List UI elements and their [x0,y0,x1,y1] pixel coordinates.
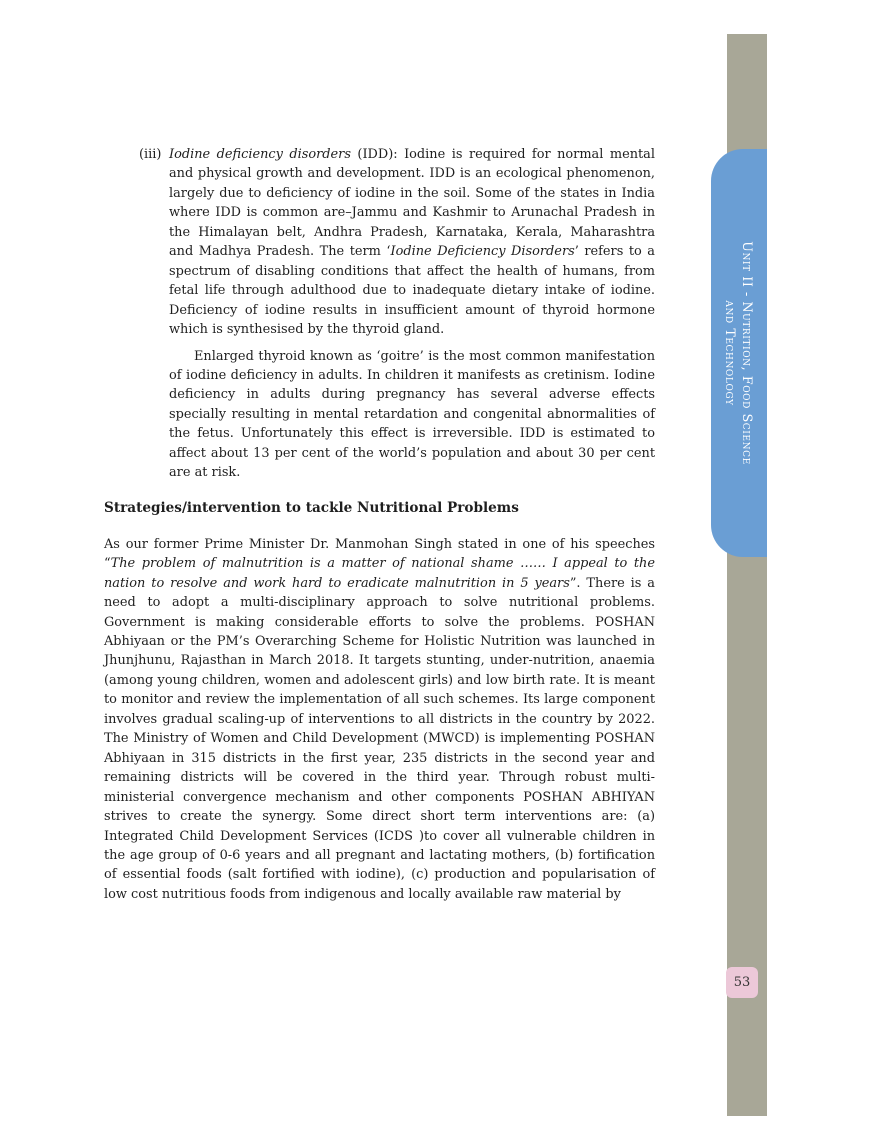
section-heading: Strategies/intervention to tackle Nutritional Problems [104,499,519,516]
strategies-text-rest: ”. There is a need to adopt a multi-disciplinary approach to solve nutritional problems. Government is making considerable efforts to solve the problems. POSHAN Abhiyaan or the PM’s Overarching Scheme for Holistic Nutrition was launched in Jhunjhunu, Rajasthan in March 2018. It targets stunting, under-nutrition, anaemia (among young children, women and adolescent girls) and low birth rate. It is meant to monitor and review the implementation of all such schemes. Its large component involves gradual scaling-up of interventions to all districts in the country by 2022. The Ministry of Women and Child Development (MWCD) is implementing POSHAN Abhiyaan in 315 districts in the first year, 235 districts in the second year and remaining districts will be covered in the third year. Through robust multi-ministerial convergence mechanism and other components POSHAN ABHIYAN strives to create the synergy. Some direct short term interventions are: (a) Integrated Child Development Services (ICDS )to cover all vulnerable children in the age group of 0-6 years and all pregnant and lactating mothers, (b) fortification of essential foods (salt fortified with iodine), (c) production and popularisation of low cost nutritious foods from indigenous and locally available raw material by [104,575,655,902]
list-item-iii [104,145,655,483]
unit-tab-line-2: and Technology [723,300,738,406]
idd-term: Iodine Deficiency Disorders [390,244,575,260]
page-number: 53 [726,967,758,998]
idd-title: Iodine deficiency disorders [169,147,351,162]
goitre-paragraph: Enlarged thyroid known as ‘goitre’ is the most common manifestation of iodine deficiency in adults. In children it manifests as cretinism. Iodine deficiency in adults during pregnancy has several adverse effects specially resulting in mental retardation and congenital abnormalities of the fetus. Unfortunately this effect is irreversible. IDD is estimated to affect about 13 per cent of the world’s population and about 30 per cent are at risk. [169,348,655,481]
strategies-text-start: As our former Prime Minister Dr. Manmohan Singh stated in one of his speeches “ [104,536,655,572]
idd-text-2: ’ refers to a spectrum of disabling conditions that affect the health of humans, from fetal life through adulthood due to inadequate dietary intake of iodine. Deficiency of iodine results in insufficient amount of thyroid hormone which is synthesised by the thyroid gland. [169,244,655,338]
idd-paragraph [169,145,655,340]
pm-quote: The problem of malnutrition is a matter of national shame …… I appeal to the nation to resolve and work hard to eradicate malnutrition in 5 years [104,556,655,591]
unit-tab-line-1: Unit II - Nutrition, Food Science [740,241,755,465]
idd-text-1: (IDD): Iodine is required for normal mental and physical growth and development. IDD is an ecological phenomenon, largely due to deficiency of iodine in the soil. Some of the states in India where IDD is common are–Jammu and Kashmir to Arunachal Pradesh in the Himalayan belt, Andhra Pradesh, Karnataka, Kerala, Maharashtra and Madhya Pradesh. The term ‘ [169,147,655,260]
list-marker: (iii) [139,147,162,162]
strategies-paragraph [104,535,655,905]
unit-tab-label [722,203,756,503]
page-content [104,145,655,904]
